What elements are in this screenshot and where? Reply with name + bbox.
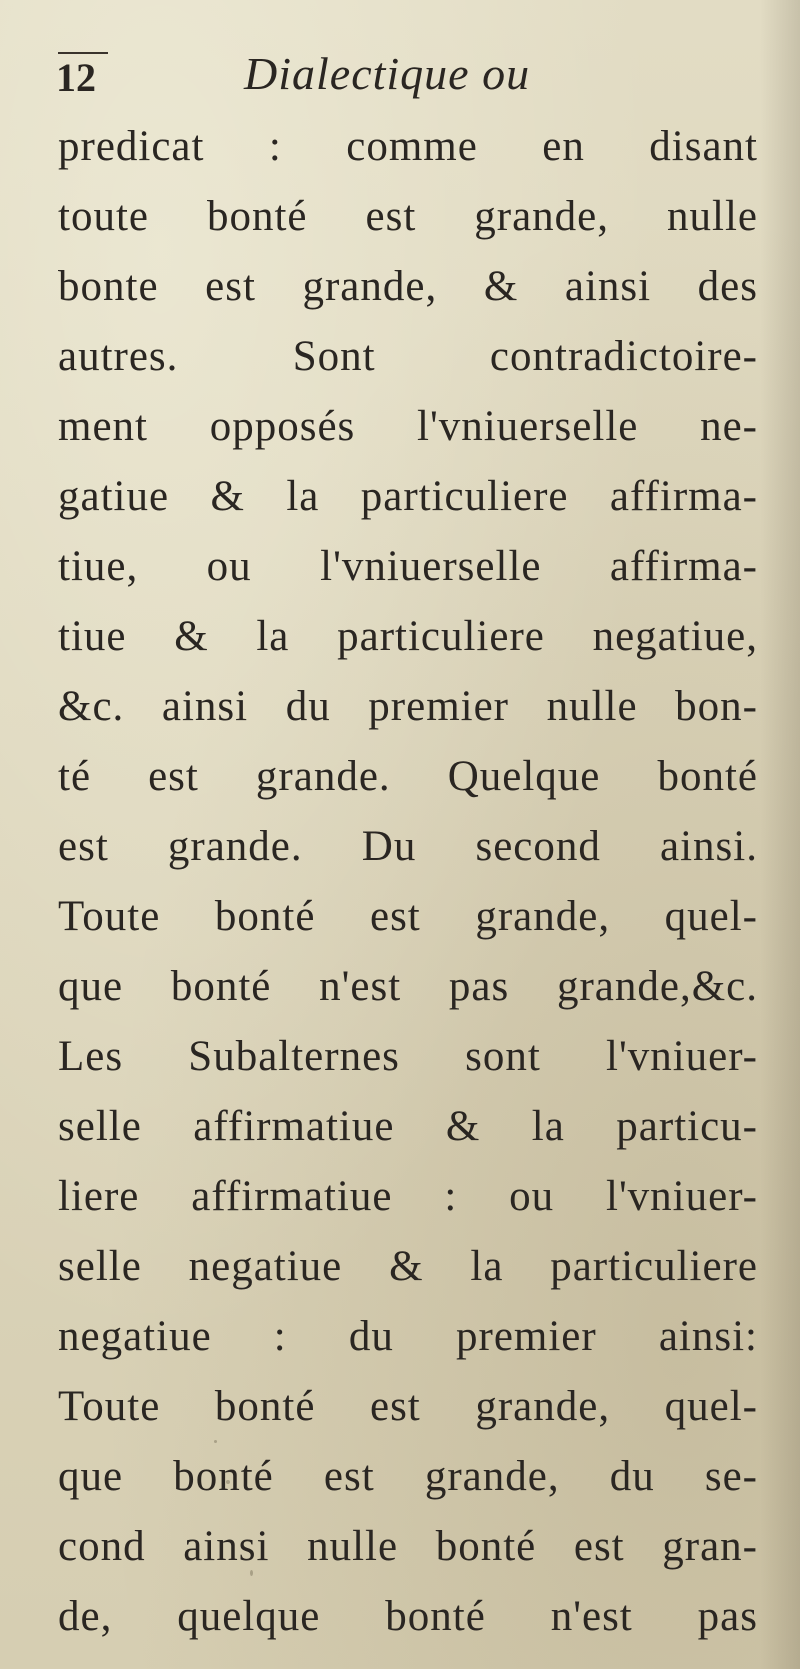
- text-line: negatiue : du premier ainsi:: [58, 1313, 758, 1360]
- text-line: cond ainsi nulle bonté est gran-: [58, 1523, 758, 1570]
- paper-speck: [214, 1440, 217, 1443]
- running-title: Dialectique ou: [244, 48, 531, 99]
- text-line: Toute bonté est grande, quel-: [58, 893, 758, 940]
- text-line: bonte est grande, & ainsi des: [58, 263, 758, 310]
- text-line: &c. ainsi du premier nulle bon-: [58, 683, 758, 730]
- text-line: Les Subalternes sont l'vniuer-: [58, 1033, 758, 1080]
- text-line: gatiue & la particuliere affirma-: [58, 473, 758, 520]
- text-line: té est grande. Quelque bonté: [58, 753, 758, 800]
- paper-speck: [250, 1570, 253, 1576]
- text-line: est grande. Du second ainsi.: [58, 823, 758, 870]
- text-line: que bonté est grande, du se-: [58, 1453, 758, 1500]
- body-text: [58, 112, 758, 1652]
- text-line: liere affirmatiue : ou l'vniuer-: [58, 1173, 758, 1220]
- text-line: tiue, ou l'vniuerselle affirma-: [58, 543, 758, 590]
- header-rule: [58, 52, 108, 54]
- page-number: 12: [56, 55, 96, 100]
- text-line: ment opposés l'vniuerselle ne-: [58, 403, 758, 450]
- page-edge-shadow: [760, 0, 800, 1669]
- text-line: selle affirmatiue & la particu-: [58, 1103, 758, 1150]
- text-line: que bonté n'est pas grande,&c.: [58, 963, 758, 1010]
- text-line: autres. Sont contradictoire-: [58, 333, 758, 380]
- text-line: predicat : comme en disant: [58, 123, 758, 170]
- text-line: de, quelque bonté n'est pas: [58, 1593, 758, 1640]
- page-header: [56, 42, 756, 102]
- paper-speck: [226, 1480, 230, 1484]
- text-line: tiue & la particuliere negatiue,: [58, 613, 758, 660]
- text-line: selle negatiue & la particuliere: [58, 1243, 758, 1290]
- text-line: Toute bonté est grande, quel-: [58, 1383, 758, 1430]
- text-line: toute bonté est grande, nulle: [58, 193, 758, 240]
